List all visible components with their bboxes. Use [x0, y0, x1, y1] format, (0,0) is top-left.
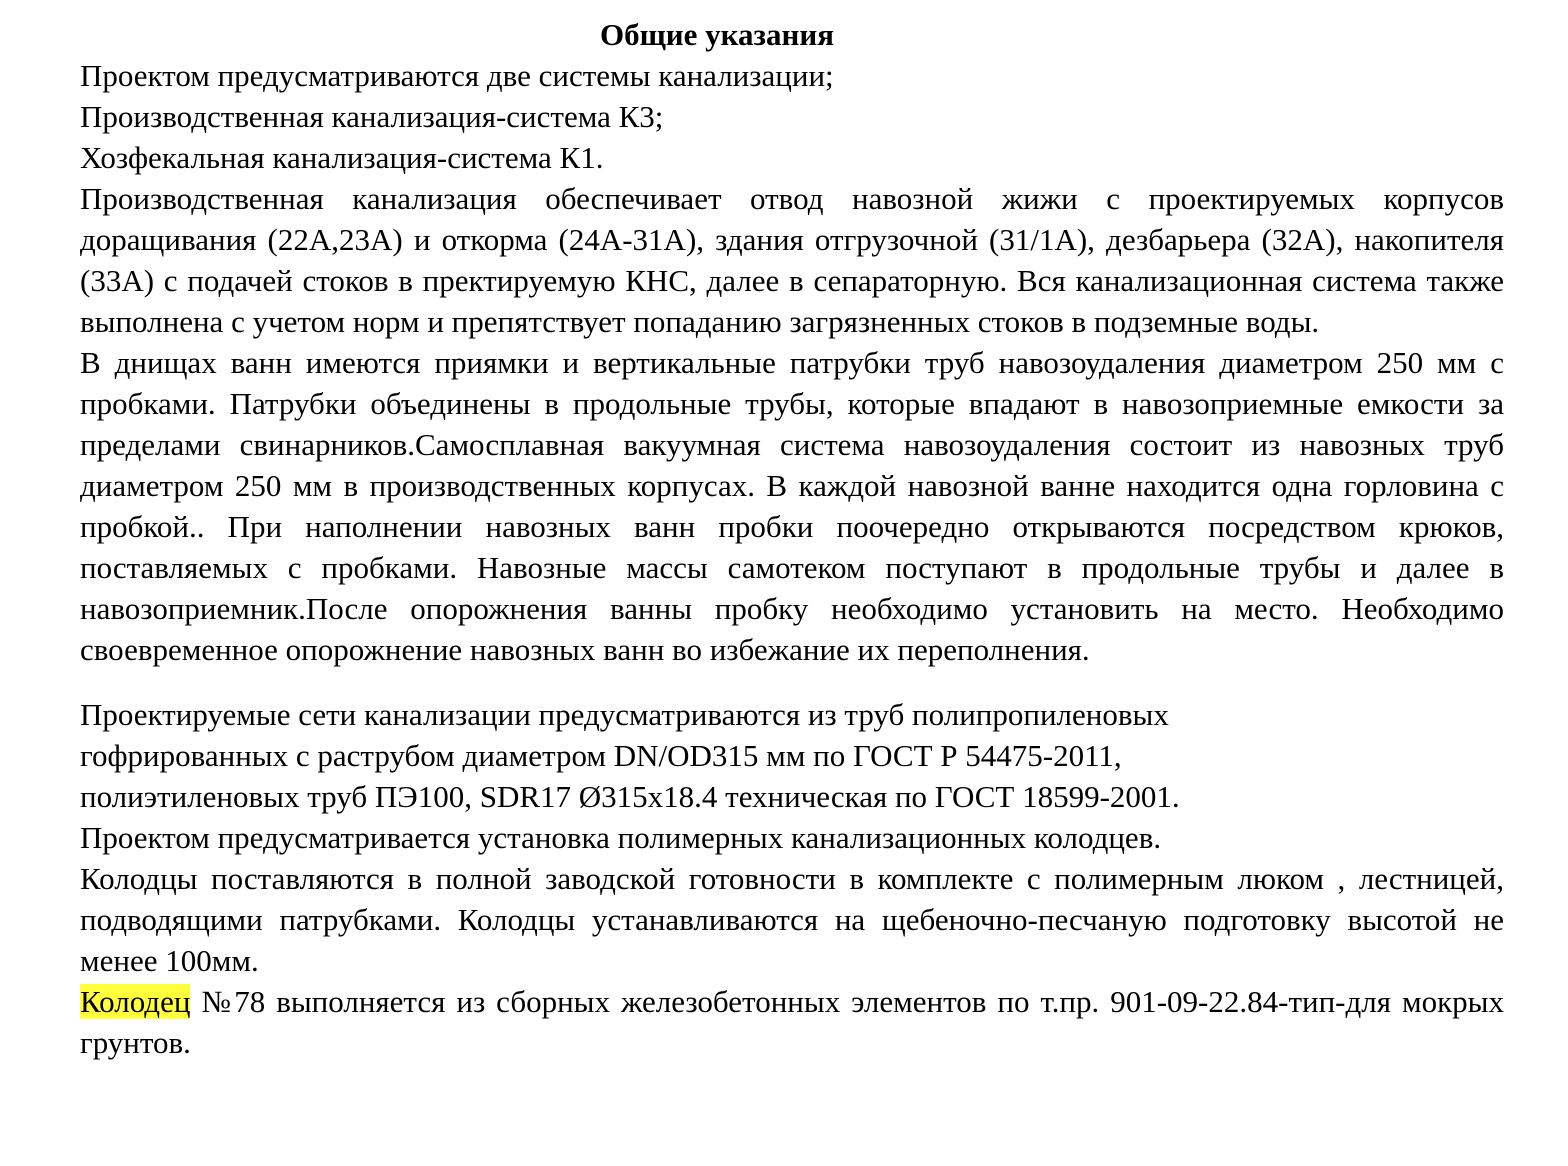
intro-line-1: Проектом предусматриваются две системы канализации; [80, 58, 834, 93]
paragraph-gap [80, 670, 1504, 694]
intro-line-2: Производственная канализация-система К3; [80, 99, 664, 134]
paragraph-wells-delivery: Колодцы поставляются в полной заводской готовности в комплекте с полимерным люком , лестницей, подводящими патрубками. Колодцы устанавливаются на щебеночно-песчаную подготовку высотой не менее 100мм. [80, 861, 1504, 978]
intro-line-3: Хозфекальная канализация-система К1. [80, 140, 604, 175]
document-title: Общие указания [600, 17, 834, 52]
networks-line-3: полиэтиленовых труб ПЭ100, SDR17 Ø315х18.4 техническая по ГОСТ 18599-2001. [80, 779, 1180, 814]
networks-line-2: гофрированных с раструбом диаметром DN/OD315 мм по ГОСТ Р 54475-2011, [80, 738, 1122, 773]
paragraph-well-78 [80, 981, 1504, 1063]
paragraph-production-sewer: Производственная канализация обеспечивает отвод навозной жижи с проектируемых корпусов доращивания (22А,23А) и откорма (24А-31А), здания отгрузочной (31/1А), дезбарьера (32А), накопителя (33А) с подачей стоков в пректируемую КНС, далее в сепараторную. Вся канализационная система также выполнена с учетом норм и препятствует попаданию загрязненных стоков в подземные воды. [80, 181, 1504, 339]
well-78-text: №78 выполняется из сборных железобетонных элементов по т.пр. 901-09-22.84-тип-для мокрых грунтов. [80, 984, 1504, 1060]
networks-line-1: Проектируемые сети канализации предусматриваются из труб полипропиленовых [80, 697, 1169, 732]
highlighted-word: Колодец [80, 984, 191, 1019]
document-page [80, 14, 1504, 1063]
paragraph-manure-removal: В днищах ванн имеются приямки и вертикальные патрубки труб навозоудаления диаметром 250 мм с пробками. Патрубки объединены в продольные трубы, которые впадают в навозоприемные емкости за пределами свинарников.Самосплавная вакуумная система навозоудаления состоит из навозных труб диаметром 250 мм в производственных корпусах. В каждой навозной ванне находится одна горловина с пробкой.. При наполнении навозных ванн пробки поочередно открываются посредством крюков, поставляемых с пробками. Навозные массы самотеком поступают в продольные трубы и далее в навозоприемник.После опорожнения ванны пробку необходимо установить на место. Необходимо своевременное опорожнение навозных ванн во избежание их переполнения. [80, 345, 1504, 667]
wells-line: Проектом предусматривается установка полимерных канализационных колодцев. [80, 820, 1162, 855]
